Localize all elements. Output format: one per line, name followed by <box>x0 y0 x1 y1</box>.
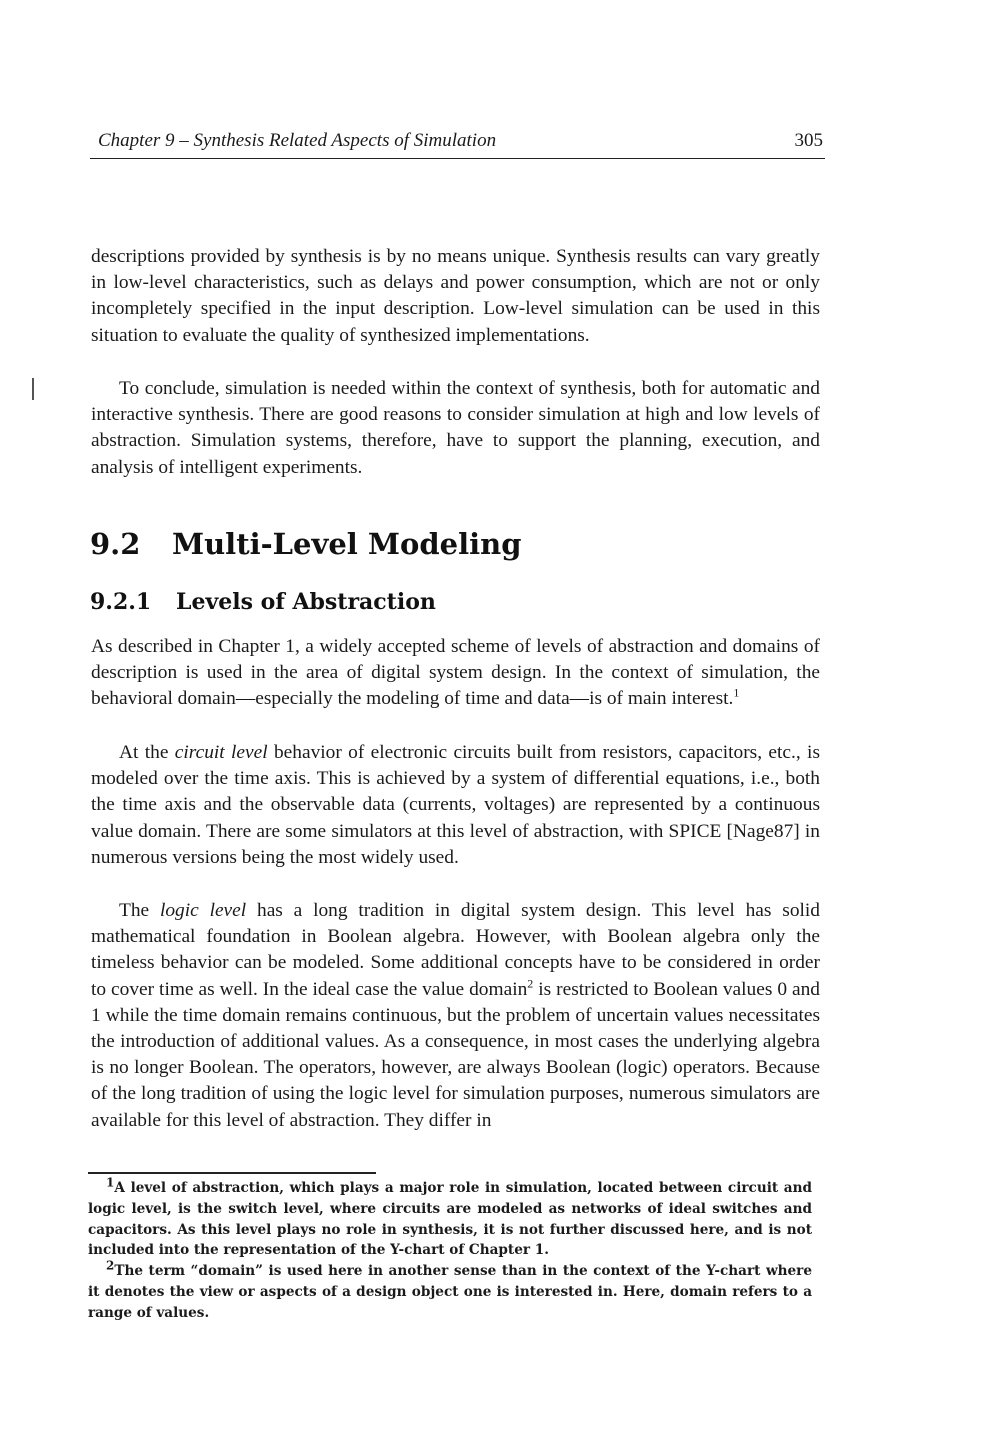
subsection-number: 9.2.1 <box>90 589 152 615</box>
section-title: Multi-Level Modeling <box>172 527 522 561</box>
footnote-1-mark: 1 <box>106 1175 115 1190</box>
paragraph-circuit-level-body: behavior of electronic circuits built from resistors, capacitors, etc., is modeled over the time axis. This is achieved by a system of differential equations, i.e., both the time axis and the observable data (currents, voltages) are represented by a continuous value domain. There are some simulators at this level of abstraction, with SPICE [Nage87] in numerous versions being the most widely used. <box>91 742 820 868</box>
paragraph-conclusion: To conclude, simulation is needed within the context of synthesis, both for automatic and interactive synthesis. There are good reasons to consider simulation at high and low levels of abstraction. Simulation systems, therefore, have to support the planning, execution, and analysis of intelligent experiments. <box>91 378 820 478</box>
page-number: 305 <box>794 130 823 151</box>
term-circuit-level: circuit level <box>174 742 268 763</box>
running-header <box>90 128 825 159</box>
footnote-1-text: A level of abstraction, which plays a major role in simulation, located between circuit and logic level, is the switch level, where circuits are modeled as networks of ideal switches and capacitors. As this level plays no role in synthesis, it is not further discussed here, and is not included into the representation of the Y-chart of Chapter 1. <box>88 1180 812 1259</box>
paragraph-levels-intro-text: As described in Chapter 1, a widely accepted scheme of levels of abstraction and domains of description is used in the area of digital system design. In the context of simulation, the behavioral domain—especially the modeling of time and data—is of main interest. <box>91 636 820 710</box>
footnote-ref-1: 1 <box>733 685 740 700</box>
term-logic-level: logic level <box>159 900 247 921</box>
paragraph-logic-level <box>91 898 820 1134</box>
footnote-2-mark: 2 <box>106 1258 115 1273</box>
footnote-rule <box>88 1172 376 1174</box>
paragraph-synthesis-results: descriptions provided by synthesis is by no means unique. Synthesis results can vary greatly in low-level characteristics, such as delays and power consumption, which are not or only incompletely specified in the input description. Low-level simulation can be used in this situation to evaluate the quality of synthesized implementations. <box>91 246 820 346</box>
section-heading <box>90 527 521 561</box>
section-number: 9.2 <box>90 527 141 561</box>
paragraph-logic-level-tail: is restricted to Boolean values 0 and 1 while the time domain remains continuous, but the problem of uncertain values necessitates the introduction of additional values. As a consequence, in most cases the underlying algebra is no longer Boolean. The operators, however, are always Boolean (logic) operators. Because of the long tradition of using the logic level for simulation purposes, numerous simulators are available for this level of abstraction. They differ in <box>91 978 820 1131</box>
paragraph-circuit-level <box>91 740 820 871</box>
paragraph-logic-level-lead: The <box>119 900 160 921</box>
paragraph-levels-intro <box>91 634 820 713</box>
footnote-2-text: The term “domain” is used here in another sense than in the context of the Y-chart where it denotes the view or aspects of a design object one is interested in. Here, domain refers to a range of values. <box>88 1263 812 1321</box>
subsection-heading <box>90 589 436 615</box>
chapter-title: Chapter 9 – Synthesis Related Aspects of Simulation <box>98 130 497 151</box>
paragraph-logic-level-body: has a long tradition in digital system design. This level has solid mathematical foundation in Boolean algebra. However, with Boolean algebra only the timeless behavior can be modeled. Some additional concepts have to be considered in order to cover time as well. In the ideal case the value domain <box>91 900 820 1000</box>
subsection-title: Levels of Abstraction <box>176 589 436 615</box>
footnote-1 <box>88 1175 812 1261</box>
footnote-ref-2: 2 <box>527 976 534 991</box>
footnote-2 <box>88 1258 812 1323</box>
margin-change-bar <box>32 378 34 400</box>
paragraph-circuit-level-lead: At the <box>119 742 175 763</box>
